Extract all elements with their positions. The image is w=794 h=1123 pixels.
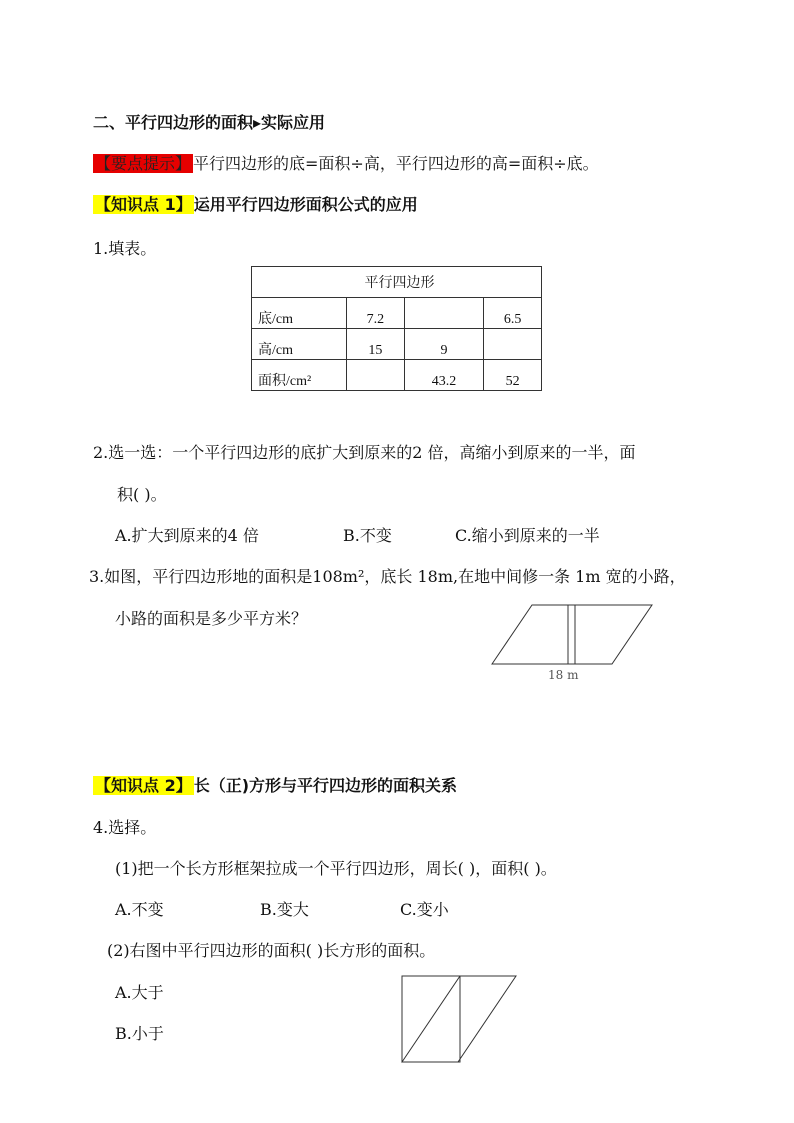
table-row	[252, 267, 542, 298]
table-cell	[484, 329, 542, 360]
q2-option-b: B.不变	[343, 526, 392, 545]
tip-text: 平行四边形的底=面积÷高，平行四边形的高=面积÷底。	[193, 154, 599, 173]
fill-table	[251, 266, 542, 391]
row-label: 底/cm	[252, 298, 347, 329]
q4-option-a: A.不变	[115, 900, 164, 919]
kp2-tag: 【知识点 2】	[95, 776, 192, 795]
q4-sub-1: (1)把一个长方形框架拉成一个平行四边形，周长( )，面积( )。	[115, 859, 557, 878]
question-2-line-2: 积( )。	[117, 485, 167, 504]
question-4: 4.选择。	[93, 818, 157, 837]
question-3-line-2: 小路的面积是多少平方米？	[115, 609, 308, 628]
table-cell	[404, 298, 484, 329]
table-cell: 7.2	[347, 298, 405, 329]
row-label: 高/cm	[252, 329, 347, 360]
kp1-tag: 【知识点 1】	[95, 195, 192, 214]
question-3-line-1: 3.如图，平行四边形地的面积是108m²，底长 18m,在地中间修一条 1m 宽的小路，	[89, 567, 686, 586]
question-2-line-1: 2.选一选：一个平行四边形的底扩大到原来的2 倍，高缩小到原来的一半，面	[93, 443, 636, 462]
table-cell: 6.5	[484, 298, 542, 329]
q2-option-a: A.扩大到原来的4 倍	[115, 526, 259, 545]
figure-base-label: 18 m	[548, 668, 579, 682]
table-cell: 52	[484, 360, 542, 391]
table-row	[252, 329, 542, 360]
table-row	[252, 298, 542, 329]
q4-choice-a: A.大于	[115, 983, 164, 1002]
rectangle-parallelogram-figure	[398, 972, 520, 1066]
tip-line	[93, 151, 599, 174]
q2-option-c: C.缩小到原来的一半	[455, 526, 600, 545]
table-cell: 43.2	[404, 360, 484, 391]
knowledge-point-1	[93, 192, 418, 215]
table-cell: 9	[404, 329, 484, 360]
question-1: 1.填表。	[93, 239, 157, 258]
q4-option-b: B.变大	[260, 900, 309, 919]
knowledge-point-2	[93, 773, 457, 796]
table-header: 平行四边形	[252, 267, 542, 298]
q4-choice-b: B.小于	[115, 1024, 164, 1043]
row-label: 面积/cm²	[252, 360, 347, 391]
kp2-title: 长（正)方形与平行四边形的面积关系	[193, 776, 458, 795]
q4-sub-2: (2)右图中平行四边形的面积( )长方形的面积。	[107, 941, 436, 960]
section-title: 二、平行四边形的面积▸实际应用	[93, 113, 326, 132]
q4-option-c: C.变小	[400, 900, 449, 919]
tip-tag: 【要点提示】	[95, 154, 192, 173]
table-cell	[347, 360, 405, 391]
table-cell: 15	[347, 329, 405, 360]
table-row	[252, 360, 542, 391]
kp1-title: 运用平行四边形面积公式的应用	[193, 195, 418, 214]
